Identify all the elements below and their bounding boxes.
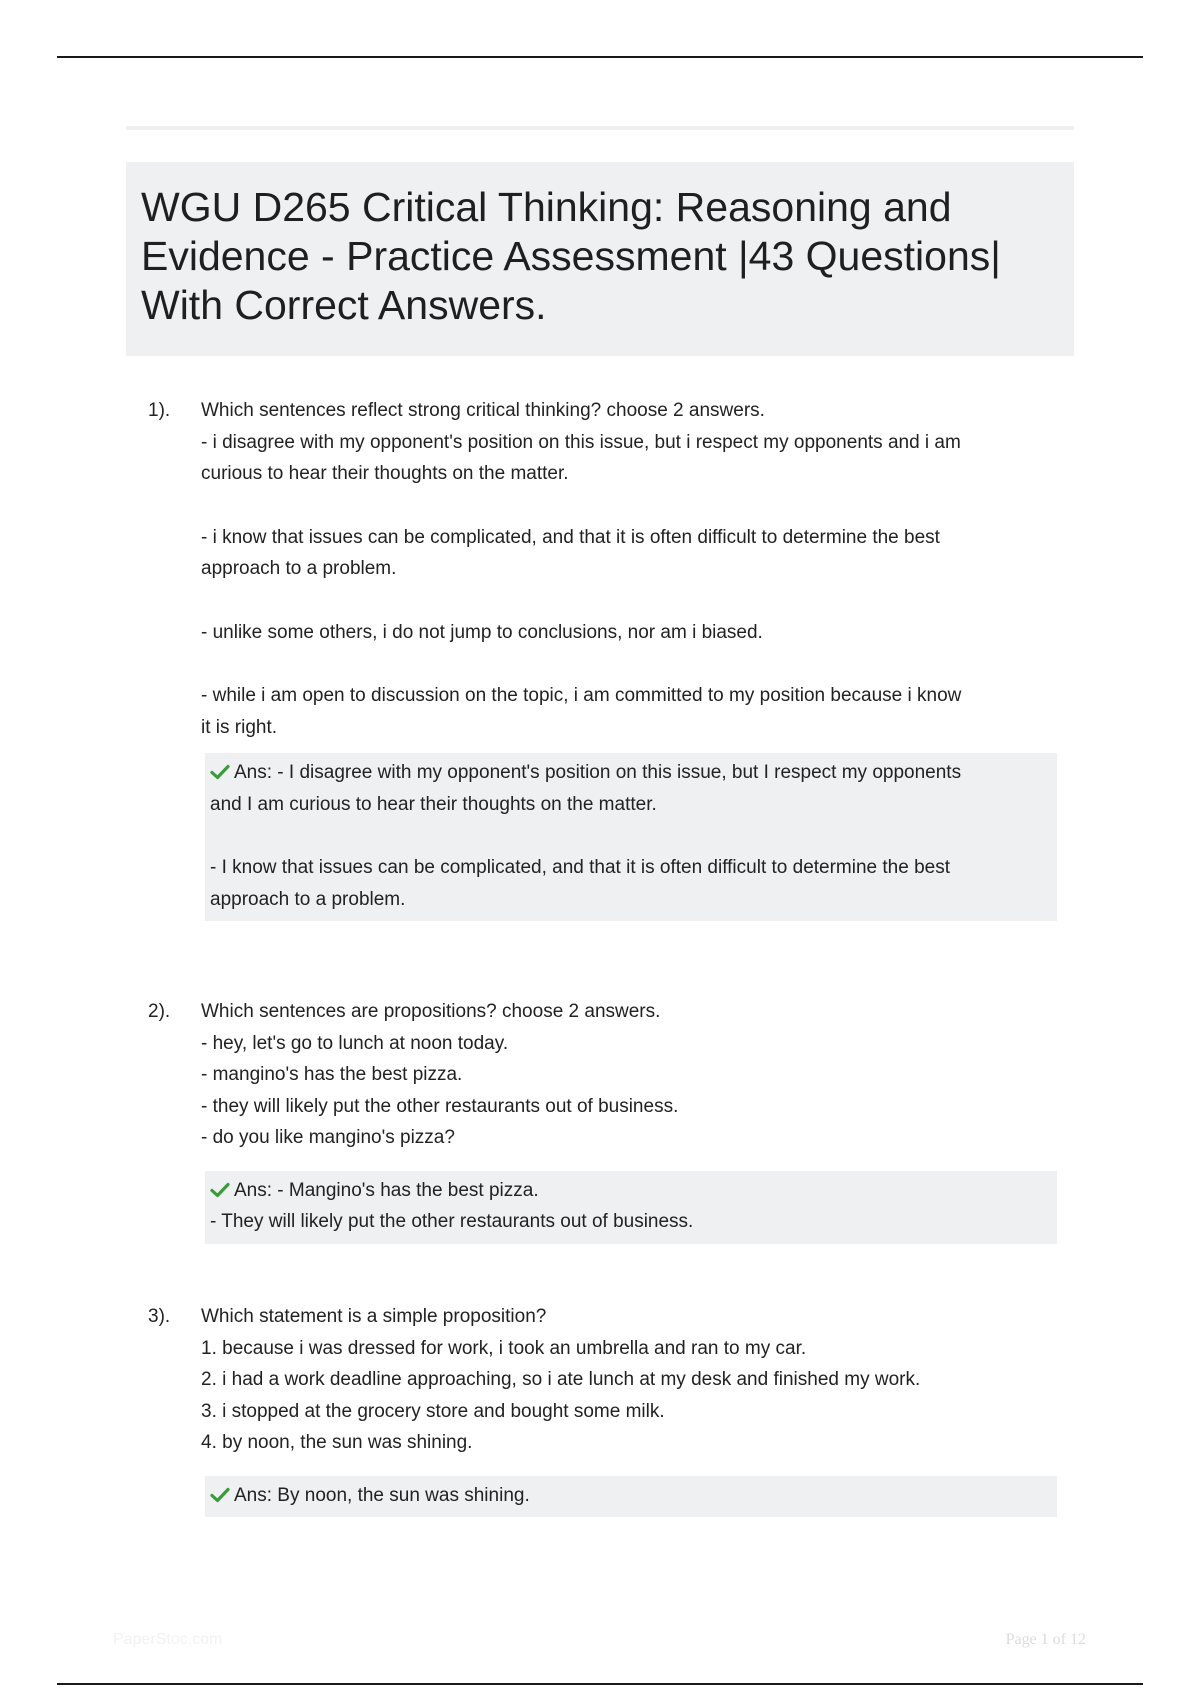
question-line: approach to a problem. (201, 558, 397, 579)
blank-line (201, 585, 1058, 617)
question-3 (148, 1301, 1058, 1517)
question-line: 3. i stopped at the grocery store and bought some milk. (201, 1400, 665, 1422)
question-number: 3). (148, 1306, 171, 1327)
question-line: - i know that issues can be complicated, and that it is often difficult to determine the best (201, 526, 940, 548)
answer-line: approach to a problem. (210, 888, 406, 910)
title-line: WGU D265 Critical Thinking: Reasoning and (141, 184, 952, 230)
check-icon (210, 1487, 230, 1503)
title-line: With Correct Answers. (141, 282, 547, 328)
answer-text: Ans: By noon, the sun was shining. (234, 1484, 530, 1506)
answer-box (205, 1171, 1057, 1244)
title-line: Evidence - Practice Assessment |43 Questions| (141, 233, 1001, 279)
bottom-rule (57, 1683, 1143, 1685)
page-number: Page 1 of 12 (1005, 1631, 1086, 1648)
question-line: - mangino's has the best pizza. (201, 1064, 463, 1085)
watermark: PaperStoc.com (113, 1631, 223, 1648)
blank-line (201, 648, 1058, 680)
question-line: 1. because i was dressed for work, i took an umbrella and ran to my car. (201, 1337, 807, 1359)
question-line: 4. by noon, the sun was shining. (201, 1432, 473, 1453)
answer-line (210, 757, 1047, 789)
answer-box (205, 1476, 1057, 1518)
document-title (141, 183, 1059, 330)
question-text (201, 996, 1058, 1154)
answer-line (210, 1175, 1047, 1207)
blank-line (210, 820, 1047, 852)
question-line: curious to hear their thoughts on the matter. (201, 463, 569, 484)
question-text (201, 395, 1058, 743)
question-line: it is right. (201, 716, 278, 738)
title-box (126, 162, 1074, 356)
check-icon (210, 1182, 230, 1198)
question-line: Which sentences reflect strong critical thinking? choose 2 answers. (201, 400, 765, 421)
question-line: 2. i had a work deadline approaching, so i ate lunch at my desk and finished my work. (201, 1369, 921, 1390)
question-number: 1). (148, 400, 171, 421)
question-1 (148, 395, 1058, 921)
question-line: - hey, let's go to lunch at noon today. (201, 1032, 509, 1054)
blank-line (201, 490, 1058, 522)
answer-text: Ans: - I disagree with my opponent's position on this issue, but I respect my opponents (234, 762, 962, 783)
question-line: Which sentences are propositions? choose 2 answers. (201, 1001, 661, 1022)
question-line: - while i am open to discussion on the topic, i am committed to my position because i know (201, 685, 962, 706)
answer-line (210, 1480, 1047, 1512)
header-divider (126, 126, 1074, 130)
question-line: - they will likely put the other restaurants out of business. (201, 1095, 679, 1117)
question-line: - i disagree with my opponent's position on this issue, but i respect my opponents and i am (201, 431, 961, 453)
question-line: - unlike some others, i do not jump to conclusions, nor am i biased. (201, 621, 763, 643)
question-text (201, 1301, 1058, 1459)
question-2 (148, 996, 1058, 1244)
question-line: Which statement is a simple proposition? (201, 1306, 547, 1327)
answer-line: - I know that issues can be complicated, and that it is often difficult to determine the best (210, 857, 950, 878)
question-line: - do you like mangino's pizza? (201, 1127, 455, 1148)
answer-line: - They will likely put the other restaurants out of business. (210, 1211, 694, 1232)
question-number: 2). (148, 1001, 171, 1022)
check-icon (210, 764, 230, 780)
answer-text: Ans: - Mangino's has the best pizza. (234, 1179, 539, 1201)
answer-line: and I am curious to hear their thoughts on the matter. (210, 793, 657, 815)
answer-box (205, 753, 1057, 921)
top-rule (57, 56, 1143, 58)
